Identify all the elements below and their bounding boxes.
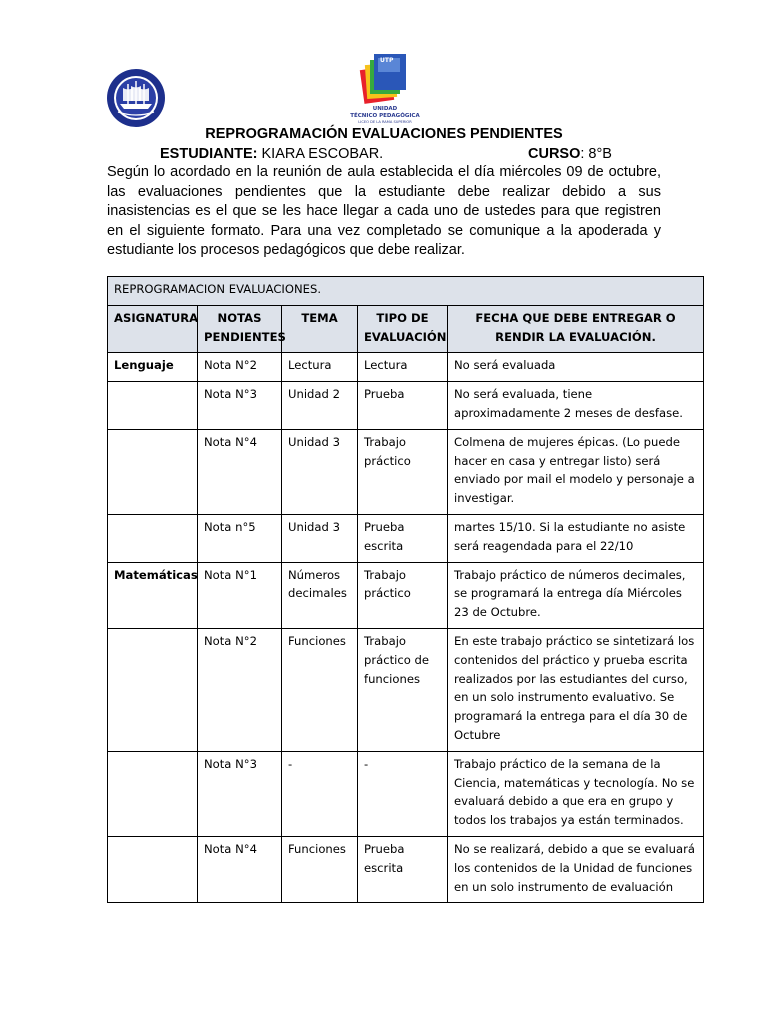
utp-caption-1: UNIDAD xyxy=(372,106,398,112)
course-value: : 8°B xyxy=(580,146,612,162)
table-caption-row xyxy=(108,277,704,306)
table-header-row xyxy=(108,305,704,353)
cell-topic: Lectura xyxy=(282,353,358,382)
header-date: FECHA QUE DEBE ENTREGAR O RENDIR LA EVALUACIÓN. xyxy=(448,305,704,353)
evaluations-table xyxy=(107,276,704,903)
table-row xyxy=(108,751,704,836)
cell-type: Trabajo práctico xyxy=(358,429,448,514)
cell-type: Trabajo práctico de funciones xyxy=(358,628,448,751)
student-line xyxy=(160,146,630,162)
cell-grade: Nota N°4 xyxy=(198,429,282,514)
table-row xyxy=(108,628,704,751)
cell-grade: Nota N°4 xyxy=(198,836,282,902)
cell-grade: Nota N°3 xyxy=(198,382,282,430)
intro-paragraph: Según lo acordado en la reunión de aula establecida el día miércoles 09 de octubre, las evaluaciones pendientes que la estudiante debe realizar debido a sus inasistencias es el que se les hace llegar a cada uno de ustedes para que registren en el siguiente formato. Para una vez completado se comunique a la apoderada y estudiante los procesos pedagógicos que debe realizar. xyxy=(107,164,661,258)
header-type: TIPO DE EVALUACIÓN xyxy=(358,305,448,353)
school-crest-logo xyxy=(106,68,166,128)
cell-subject-empty xyxy=(108,382,198,430)
table-row xyxy=(108,429,704,514)
cell-grade: Nota N°2 xyxy=(198,628,282,751)
utp-badge-text: UTP xyxy=(380,57,394,64)
cell-type: Lectura xyxy=(358,353,448,382)
cell-topic: Números decimales xyxy=(282,562,358,628)
cell-date: martes 15/10. Si la estudiante no asiste será reagendada para el 22/10 xyxy=(448,514,704,562)
table-row xyxy=(108,382,704,430)
header-topic: TEMA xyxy=(282,305,358,353)
page-title: REPROGRAMACIÓN EVALUACIONES PENDIENTES xyxy=(205,126,563,142)
cell-subject-empty xyxy=(108,429,198,514)
cell-topic: Unidad 3 xyxy=(282,429,358,514)
utp-caption-3: LICEO DE LA RAMA SUPERIOR xyxy=(358,120,412,124)
table-row xyxy=(108,514,704,562)
cell-date: Trabajo práctico de la semana de la Ciencia, matemáticas y tecnología. No se evaluará debido a que era en grupo y todos los trabajos ya están terminados. xyxy=(448,751,704,836)
table-row xyxy=(108,562,704,628)
cell-topic: Funciones xyxy=(282,836,358,902)
cell-subject-empty xyxy=(108,628,198,751)
cell-type: Prueba escrita xyxy=(358,836,448,902)
course-info xyxy=(528,146,612,162)
cell-date: No será evaluada xyxy=(448,353,704,382)
cell-grade: Nota N°2 xyxy=(198,353,282,382)
table-caption: REPROGRAMACION EVALUACIONES. xyxy=(108,277,704,306)
cell-date: No se realizará, debido a que se evaluará los contenidos de la Unidad de funciones en un solo instrumento de evaluación xyxy=(448,836,704,902)
student-label: ESTUDIANTE: xyxy=(160,146,258,162)
cell-grade: Nota N°1 xyxy=(198,562,282,628)
student-name: KIARA ESCOBAR. xyxy=(257,146,384,162)
cell-date: Trabajo práctico de números decimales, se programará la entrega día Miércoles 23 de Octubre. xyxy=(448,562,704,628)
cell-topic: Unidad 2 xyxy=(282,382,358,430)
header-grades: NOTAS PENDIENTES xyxy=(198,305,282,353)
table-row xyxy=(108,353,704,382)
cell-type: Prueba escrita xyxy=(358,514,448,562)
utp-caption-2: TÉCNICO PEDAGÓGICA xyxy=(350,113,420,119)
cell-subject-empty xyxy=(108,836,198,902)
cell-date: En este trabajo práctico se sintetizará los contenidos del práctico y prueba escrita realizados por las estudiantes del curso, en un solo instrumento evaluativo. Se programará la entrega para el día 30 de Octubre xyxy=(448,628,704,751)
utp-logo xyxy=(340,50,430,130)
subject-matematicas: Matemáticas xyxy=(108,562,198,628)
cell-grade: Nota n°5 xyxy=(198,514,282,562)
cell-topic: - xyxy=(282,751,358,836)
cell-date: Colmena de mujeres épicas. (Lo puede hacer en casa y entregar listo) será enviado por mail el modelo y personaje a investigar. xyxy=(448,429,704,514)
cell-type: Trabajo práctico xyxy=(358,562,448,628)
cell-topic: Unidad 3 xyxy=(282,514,358,562)
subject-lenguaje: Lenguaje xyxy=(108,353,198,382)
header-subject: ASIGNATURA xyxy=(108,305,198,353)
cell-subject-empty xyxy=(108,751,198,836)
course-label: CURSO xyxy=(528,146,581,162)
cell-type: - xyxy=(358,751,448,836)
cell-grade: Nota N°3 xyxy=(198,751,282,836)
cell-subject-empty xyxy=(108,514,198,562)
cell-topic: Funciones xyxy=(282,628,358,751)
cell-date: No será evaluada, tiene aproximadamente 2 meses de desfase. xyxy=(448,382,704,430)
table-row xyxy=(108,836,704,902)
cell-type: Prueba xyxy=(358,382,448,430)
